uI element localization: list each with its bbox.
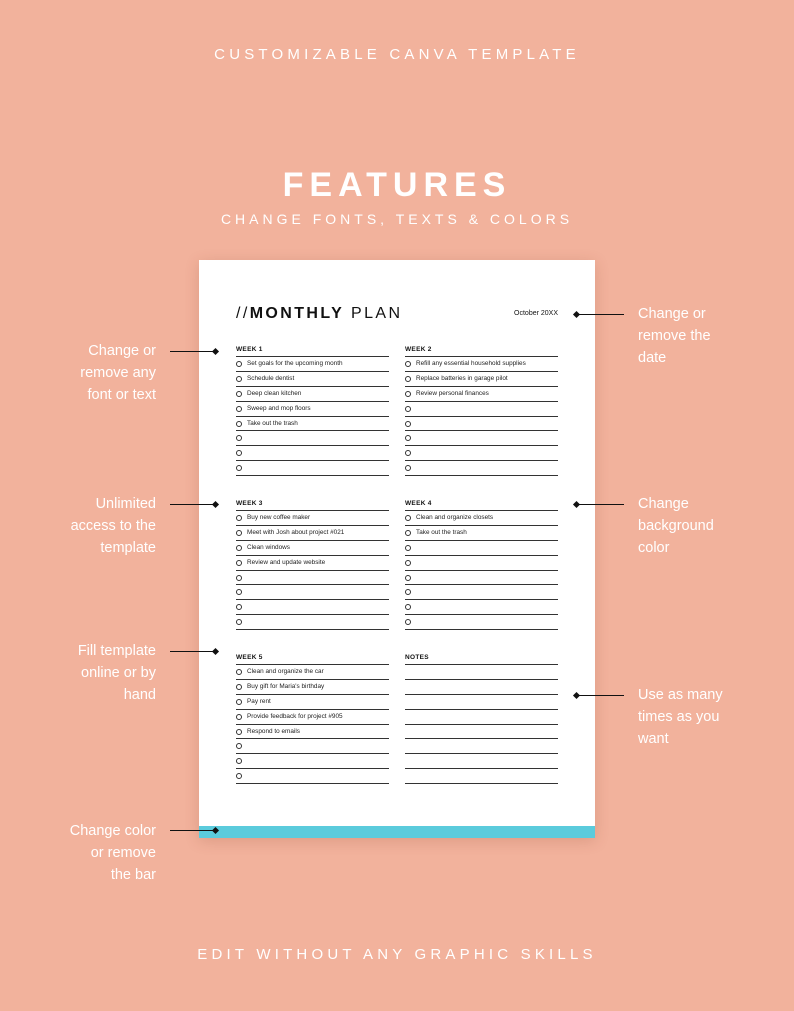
checklist-item[interactable] — [236, 680, 389, 695]
checklist-item-text: Sweep and mop floors — [247, 405, 311, 413]
checkbox-circle-icon[interactable] — [236, 743, 242, 749]
checklist-item[interactable] — [405, 571, 558, 586]
callout-reuse — [638, 684, 748, 750]
notes-line — [405, 680, 558, 695]
callout-line: hand — [123, 687, 156, 703]
callout-line: background — [638, 518, 714, 534]
checklist-item[interactable] — [236, 417, 389, 432]
checkbox-circle-icon[interactable] — [405, 435, 411, 441]
connector-line — [170, 830, 216, 831]
checkbox-circle-icon[interactable] — [236, 515, 242, 521]
checkbox-circle-icon[interactable] — [405, 406, 411, 412]
checklist-item[interactable] — [405, 600, 558, 615]
checklist-item[interactable] — [405, 585, 558, 600]
checklist-item[interactable] — [405, 431, 558, 446]
checkbox-circle-icon[interactable] — [236, 619, 242, 625]
checklist-item[interactable] — [236, 526, 389, 541]
checklist-item-text: Provide feedback for project #905 — [247, 713, 343, 721]
checklist-item[interactable] — [405, 461, 558, 476]
checklist-item-text: Pay rent — [247, 698, 271, 706]
checkbox-circle-icon[interactable] — [236, 714, 242, 720]
checklist-item[interactable] — [236, 511, 389, 526]
checklist-item-text: Meet with Josh about project #021 — [247, 529, 345, 537]
checkbox-circle-icon[interactable] — [236, 391, 242, 397]
accent-bar — [199, 826, 595, 838]
week-5-label: WEEK 5 — [236, 652, 389, 665]
checkbox-circle-icon[interactable] — [405, 589, 411, 595]
checklist-item[interactable] — [236, 402, 389, 417]
checklist-item-text: Clean and organize the car — [247, 668, 324, 676]
checklist-item-text: Clean windows — [247, 544, 290, 552]
callout-line: remove any — [80, 365, 156, 381]
checklist-item[interactable] — [236, 585, 389, 600]
notes-line — [405, 695, 558, 710]
checkbox-circle-icon[interactable] — [405, 530, 411, 536]
notes-line — [405, 739, 558, 754]
notes-line — [405, 665, 558, 680]
checklist-item[interactable] — [405, 417, 558, 432]
monthly-plan-page — [199, 260, 595, 838]
week-5-section — [236, 652, 389, 784]
features-subtitle: CHANGE FONTS, TEXTS & COLORS — [220, 211, 574, 227]
checkbox-circle-icon[interactable] — [405, 575, 411, 581]
top-banner: CUSTOMIZABLE CANVA TEMPLATE — [214, 46, 580, 63]
connector-line — [170, 651, 216, 652]
callout-background — [638, 493, 748, 559]
checklist-item[interactable] — [236, 710, 389, 725]
checklist-item[interactable] — [236, 739, 389, 754]
callout-line: access to the — [70, 518, 156, 534]
checklist-item-text: Buy gift for Maria's birthday — [247, 683, 325, 691]
checklist-item[interactable] — [236, 571, 389, 586]
callout-line: Change or — [638, 306, 706, 322]
checklist-item[interactable] — [405, 526, 558, 541]
notes-line — [405, 769, 558, 784]
checkbox-circle-icon[interactable] — [236, 729, 242, 735]
checkbox-circle-icon[interactable] — [236, 575, 242, 581]
callout-line: Unlimited — [95, 496, 156, 512]
checkbox-circle-icon[interactable] — [236, 560, 242, 566]
week-1-section — [236, 344, 389, 476]
checkbox-circle-icon[interactable] — [236, 376, 242, 382]
checklist-item[interactable] — [405, 372, 558, 387]
callout-line: Use as many — [638, 687, 723, 703]
checklist-item[interactable] — [405, 556, 558, 571]
checklist-item-text: Review personal finances — [416, 390, 489, 398]
checklist-item[interactable] — [236, 600, 389, 615]
checklist-item[interactable] — [236, 769, 389, 784]
callout-line: color — [638, 540, 670, 556]
planner-date: October 20XX — [514, 310, 558, 317]
planner-title — [236, 305, 402, 323]
checkbox-circle-icon[interactable] — [236, 465, 242, 471]
checklist-item-text: Set goals for the upcoming month — [247, 360, 343, 368]
checkbox-circle-icon[interactable] — [405, 376, 411, 382]
callout-line: times as you — [638, 709, 720, 725]
title-bold: MONTHLY — [249, 305, 345, 322]
callout-unlimited-access — [16, 493, 156, 559]
checkbox-circle-icon[interactable] — [405, 450, 411, 456]
title-light: PLAN — [351, 305, 403, 322]
checklist-item-text: Take out the trash — [416, 529, 467, 537]
checklist-item[interactable] — [236, 357, 389, 372]
checklist-item[interactable] — [236, 541, 389, 556]
callout-line: date — [638, 350, 667, 366]
notes-label: NOTES — [405, 652, 558, 665]
checkbox-circle-icon[interactable] — [236, 684, 242, 690]
week-3-section — [236, 498, 389, 630]
callout-line: Change — [638, 496, 689, 512]
checklist-item[interactable] — [236, 446, 389, 461]
bottom-banner: EDIT WITHOUT ANY GRAPHIC SKILLS — [197, 946, 597, 963]
checkbox-circle-icon[interactable] — [236, 758, 242, 764]
callout-line: remove the — [638, 328, 711, 344]
callout-line: template — [100, 540, 156, 556]
week-3-label: WEEK 3 — [236, 498, 389, 511]
callout-change-bar — [16, 820, 156, 886]
checkbox-circle-icon[interactable] — [236, 406, 242, 412]
checkbox-circle-icon[interactable] — [236, 589, 242, 595]
checkbox-circle-icon[interactable] — [236, 361, 242, 367]
checklist-item-text: Schedule dentist — [247, 375, 295, 383]
checklist-item[interactable] — [236, 615, 389, 630]
checkbox-circle-icon[interactable] — [236, 773, 242, 779]
week-2-label: WEEK 2 — [405, 344, 558, 357]
callout-fill-template — [16, 640, 156, 706]
callout-line: Fill template — [77, 643, 156, 659]
checklist-item-text: Review and update website — [247, 559, 326, 567]
week-2-section — [405, 344, 558, 476]
checklist-item[interactable] — [405, 511, 558, 526]
checklist-item-text: Deep clean kitchen — [247, 390, 302, 398]
week-4-section — [405, 498, 558, 630]
notes-line — [405, 754, 558, 769]
checkbox-circle-icon[interactable] — [236, 699, 242, 705]
notes-section — [405, 652, 558, 784]
callout-line: or remove — [90, 845, 156, 861]
checklist-item-text: Take out the trash — [247, 420, 298, 427]
checklist-item[interactable] — [405, 357, 558, 372]
checklist-item-text: Refill any essential household supplies — [416, 360, 526, 368]
checkbox-circle-icon[interactable] — [405, 560, 411, 566]
checkbox-circle-icon[interactable] — [236, 545, 242, 551]
checkbox-circle-icon[interactable] — [405, 545, 411, 551]
callout-font-text — [16, 340, 156, 406]
checkbox-circle-icon[interactable] — [236, 530, 242, 536]
checkbox-circle-icon[interactable] — [405, 391, 411, 397]
checklist-item[interactable] — [236, 665, 389, 680]
notes-line — [405, 725, 558, 740]
checklist-item[interactable] — [236, 431, 389, 446]
callout-line: Change color — [69, 823, 156, 839]
week-4-label: WEEK 4 — [405, 498, 558, 511]
checkbox-circle-icon[interactable] — [236, 669, 242, 675]
connector-line — [578, 314, 624, 315]
connector-line — [578, 695, 624, 696]
checkbox-circle-icon[interactable] — [236, 604, 242, 610]
checkbox-circle-icon[interactable] — [405, 361, 411, 367]
checkbox-circle-icon[interactable] — [405, 465, 411, 471]
checklist-item[interactable] — [236, 754, 389, 769]
features-title: FEATURES — [282, 166, 512, 204]
connector-line — [578, 504, 624, 505]
checkbox-circle-icon[interactable] — [236, 435, 242, 441]
notes-line — [405, 710, 558, 725]
callout-line: want — [638, 731, 669, 747]
week-1-label: WEEK 1 — [236, 344, 389, 357]
checkbox-circle-icon[interactable] — [405, 619, 411, 625]
checklist-item[interactable] — [405, 387, 558, 402]
checklist-item-text: Clean and organize closets — [416, 514, 494, 522]
checklist-item[interactable] — [236, 695, 389, 710]
connector-line — [170, 504, 216, 505]
checklist-item-text: Replace batteries in garage pilot — [416, 375, 508, 383]
checklist-item[interactable] — [405, 446, 558, 461]
checklist-item[interactable] — [405, 615, 558, 630]
checkbox-circle-icon[interactable] — [405, 421, 411, 427]
checklist-item-text: Buy new coffee maker — [247, 514, 311, 522]
title-prefix: // — [236, 305, 250, 322]
checklist-item[interactable] — [236, 372, 389, 387]
callout-line: font or text — [87, 387, 156, 403]
checkbox-circle-icon[interactable] — [405, 604, 411, 610]
checklist-item[interactable] — [405, 541, 558, 556]
checklist-item-text: Respond to emails — [247, 728, 300, 735]
checklist-item[interactable] — [236, 725, 389, 740]
checklist-item[interactable] — [405, 402, 558, 417]
callout-date — [638, 303, 748, 369]
checkbox-circle-icon[interactable] — [236, 421, 242, 427]
checklist-item[interactable] — [236, 556, 389, 571]
callout-line: the bar — [110, 867, 156, 883]
checklist-item[interactable] — [236, 461, 389, 476]
callout-line: online or by — [81, 665, 156, 681]
checkbox-circle-icon[interactable] — [405, 515, 411, 521]
callout-line: Change or — [88, 343, 156, 359]
connector-line — [170, 351, 216, 352]
checkbox-circle-icon[interactable] — [236, 450, 242, 456]
checklist-item[interactable] — [236, 387, 389, 402]
